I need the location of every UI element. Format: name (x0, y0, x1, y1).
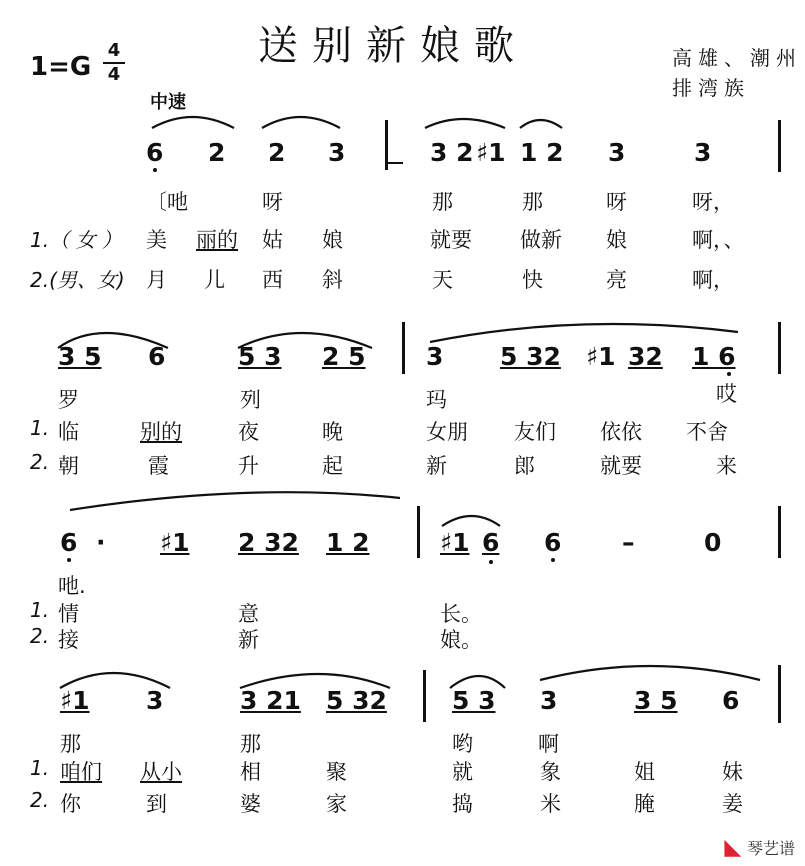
lyric: 升 (238, 454, 259, 478)
lyric: 妹 (722, 760, 743, 784)
lyric: 婆 (240, 792, 261, 816)
lyric: 相 (240, 760, 261, 784)
lyric: 霞 (148, 454, 169, 478)
note: 3 5 (634, 686, 678, 715)
verse-label: 1. (30, 598, 50, 622)
note-dash: – (622, 528, 635, 557)
note: 3 (608, 138, 626, 167)
verse-label: 2. (30, 450, 50, 474)
lyric: 来 (716, 454, 737, 478)
note: 6 (148, 342, 166, 371)
lyric: 夜 (238, 420, 259, 444)
lyric: 起 (322, 454, 343, 478)
note: 2 (208, 138, 226, 167)
lyric: 儿 (204, 268, 225, 292)
logo-text: 琴艺谱 (746, 839, 795, 858)
note: 3 (328, 138, 346, 167)
lyric: 女朋 (426, 420, 468, 444)
note: 3 (146, 686, 164, 715)
lyric: 那 (432, 190, 453, 214)
key-signature: 1=G (30, 52, 92, 82)
lyric: 哟 (452, 732, 473, 756)
lyric: 不舍 (686, 420, 728, 444)
lyric: 从小 (140, 760, 182, 784)
lyric: 那 (522, 190, 543, 214)
verse-label: 2. (30, 788, 50, 812)
lyric: 快 (522, 268, 543, 292)
lyric: 你 (60, 792, 81, 816)
lyric: 月 (146, 268, 167, 292)
verse-label: 1.（ 女 ） (30, 228, 122, 252)
lyric: 哎 (716, 382, 737, 406)
lyric: 亮 (606, 268, 627, 292)
note: 1 6 (692, 342, 736, 371)
lyric: 姜 (722, 792, 743, 816)
lyric: 呀， (692, 190, 734, 214)
lyric: 西 (262, 268, 283, 292)
note: 3 (426, 342, 444, 371)
lyric: 接 (58, 628, 79, 652)
note: 2 5 (322, 342, 366, 371)
lyric: 友们 (514, 420, 556, 444)
low-octave-dot (551, 558, 555, 562)
verse-label: 1. (30, 416, 50, 440)
barline (417, 506, 420, 558)
source-region: 高雄、潮州 (672, 46, 802, 70)
lyric: 丽的 (196, 228, 238, 252)
lyric: 就 (452, 760, 473, 784)
lyric: 美 (146, 228, 167, 252)
lyric: 啊， (692, 268, 734, 292)
lyric: 列 (240, 388, 261, 412)
barline (423, 670, 426, 722)
note: 5 3 (452, 686, 496, 715)
lyric: 长。 (440, 602, 482, 626)
note: ♯1 (586, 342, 616, 371)
lyric: 〔吔 (146, 190, 188, 214)
lyric: 罗 (58, 388, 79, 412)
lyric: 郎 (514, 454, 535, 478)
tempo-marking: 中速 (150, 92, 186, 113)
note: 3 5 (58, 342, 102, 371)
lyric: 啊，、 (692, 228, 745, 252)
lyric: 姐 (634, 760, 655, 784)
low-octave-dot (727, 372, 731, 376)
low-octave-dot (67, 558, 71, 562)
note: 3 (540, 686, 558, 715)
meter-denominator: 4 (103, 62, 125, 86)
lyric: 娘 (606, 228, 627, 252)
lyric: 朝 (58, 454, 79, 478)
barline (778, 506, 781, 558)
note-dot: · (96, 528, 106, 557)
lyric: 新 (238, 628, 259, 652)
lyric: 情 (58, 602, 79, 626)
lyric: 娘 (322, 228, 343, 252)
barline (778, 322, 781, 374)
verse-label: 2. (30, 624, 50, 648)
note-rest: 0 (704, 528, 722, 557)
lyric: 斜 (322, 268, 343, 292)
low-octave-dot (153, 168, 157, 172)
lyric: 玛 (426, 388, 447, 412)
lyric: 呀 (606, 190, 627, 214)
verse-label: 1. (30, 756, 50, 780)
logo-icon: ◣ (724, 835, 742, 860)
lyric: 临 (58, 420, 79, 444)
lyric: 那 (240, 732, 261, 756)
lyric: 到 (146, 792, 167, 816)
lyric: 娘。 (440, 628, 482, 652)
lyric: 依依 (600, 420, 642, 444)
note: 1 2 (520, 138, 564, 167)
lyric: 聚 (326, 760, 347, 784)
barline (778, 120, 781, 172)
note: 1 2 (326, 528, 370, 557)
note: 32 (628, 342, 663, 371)
lyric: 捣 (452, 792, 473, 816)
note: 6 (60, 528, 78, 557)
lyric: 姑 (262, 228, 283, 252)
lyric: 做新 (520, 228, 562, 252)
source-ethnic-group: 排湾族 (672, 76, 750, 100)
note: 3 (694, 138, 712, 167)
note: 5 32 (326, 686, 387, 715)
barline-bracket (385, 162, 403, 164)
song-title: 送别新娘歌 (258, 23, 528, 69)
note: ♯1 (476, 138, 506, 167)
lyric: 那 (60, 732, 81, 756)
lyric: 啊 (538, 732, 559, 756)
lyric: 意 (238, 602, 259, 626)
note: ♯1 (60, 686, 90, 715)
note: 3 21 (240, 686, 301, 715)
lyric: 就要 (600, 454, 642, 478)
lyric: 腌 (634, 792, 655, 816)
lyric: 家 (326, 792, 347, 816)
lyric: 晚 (322, 420, 343, 444)
note: ♯1 (440, 528, 470, 557)
lyric: 就要 (430, 228, 472, 252)
barline (402, 322, 405, 374)
note: 3 2 (430, 138, 474, 167)
lyric: 新 (426, 454, 447, 478)
lyric: 别的 (140, 420, 182, 444)
note: 5 32 (500, 342, 561, 371)
meter-numerator: 4 (107, 40, 121, 61)
note: 5 3 (238, 342, 282, 371)
note: 6 (482, 528, 500, 557)
lyric: 咱们 (60, 760, 102, 784)
low-octave-dot (489, 560, 493, 564)
note: 2 32 (238, 528, 299, 557)
lyric: 天 (432, 268, 453, 292)
note: 6 (722, 686, 740, 715)
lyric: 呀 (262, 190, 283, 214)
site-logo (724, 835, 795, 860)
barline (778, 665, 781, 723)
lyric: 米 (540, 792, 561, 816)
verse-label: 2.(男、女) (30, 268, 125, 292)
note: 6 (146, 138, 164, 167)
note: 2 (268, 138, 286, 167)
lyric: 吔. (58, 574, 86, 598)
note: 6 (544, 528, 562, 557)
note: ♯1 (160, 528, 190, 557)
lyric: 象 (540, 760, 561, 784)
